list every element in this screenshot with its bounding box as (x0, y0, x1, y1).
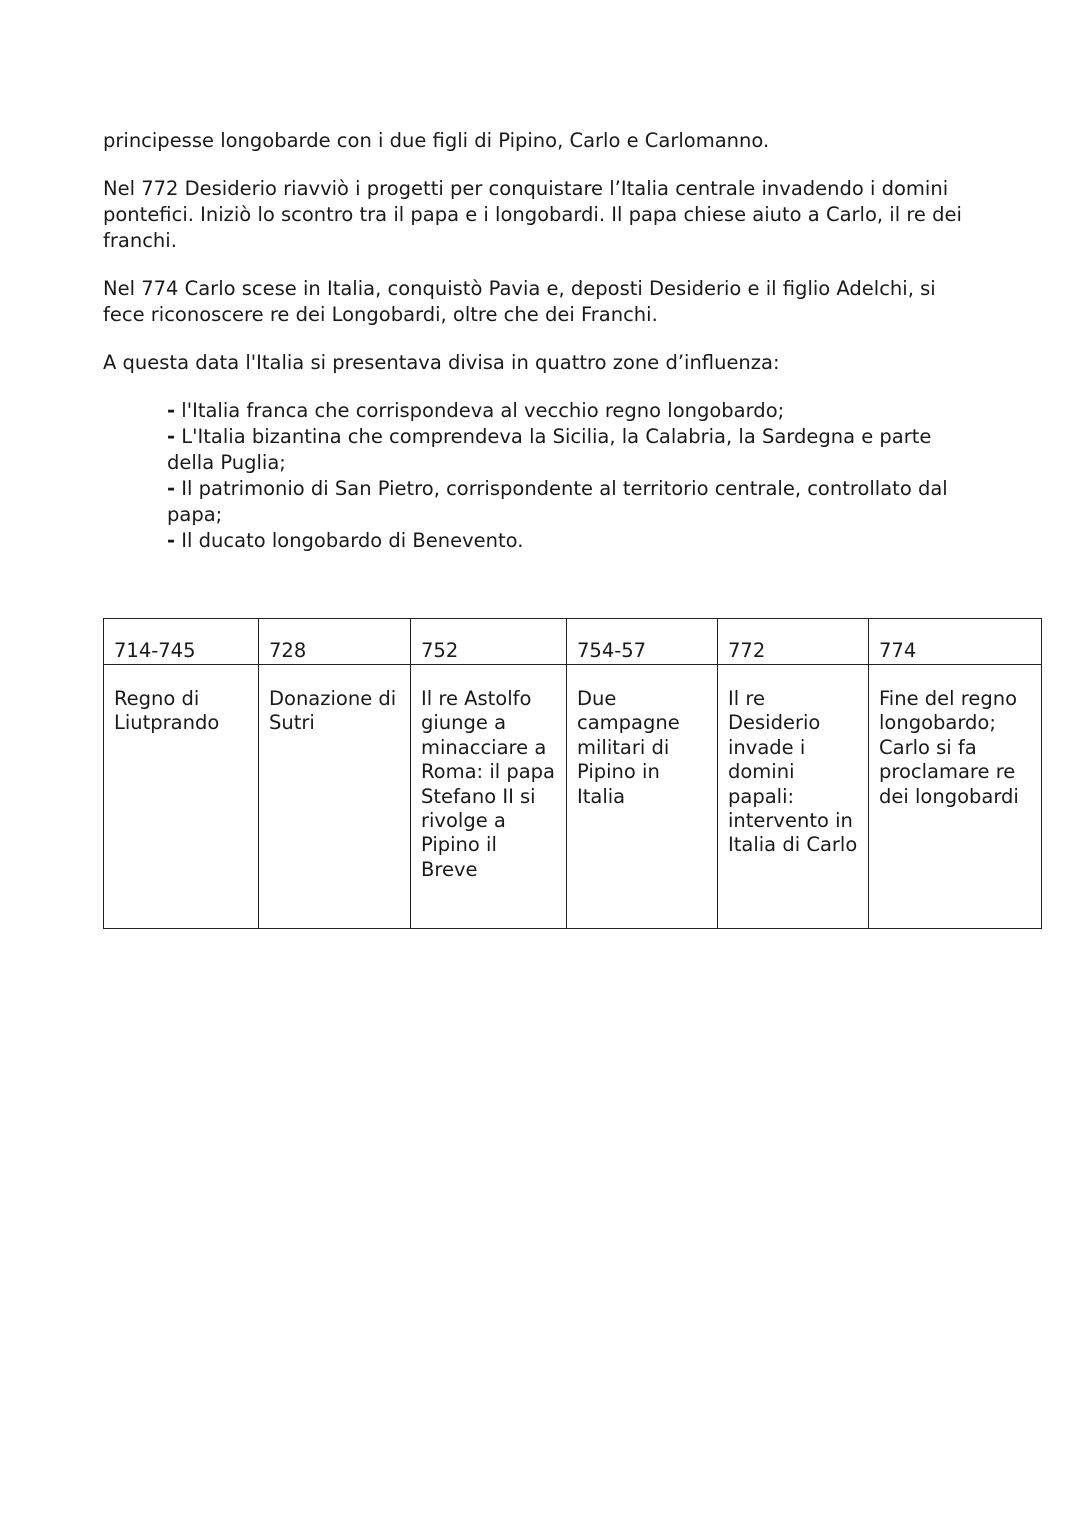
table-cell-date: 754-57 (567, 619, 718, 665)
zone-text: Il patrimonio di San Pietro, corrispondente al territorio centrale, controllato dal papa; (167, 477, 948, 526)
zones-list (167, 398, 977, 554)
table-cell-date: 728 (259, 619, 411, 665)
table-cell-date: 774 (869, 619, 1042, 665)
zone-text: Il ducato longobardo di Benevento. (181, 529, 524, 552)
list-item (167, 528, 977, 554)
table-cell-date: 772 (718, 619, 869, 665)
list-dash: - (167, 399, 176, 422)
table-cell-event: Regno di Liutprando (104, 665, 259, 929)
list-item (167, 424, 977, 476)
paragraph-intro: principesse longobarde con i due figli di Pipino, Carlo e Carlomanno. (103, 129, 770, 152)
table-cell-date: 752 (411, 619, 567, 665)
list-item (167, 398, 977, 424)
list-item (167, 476, 977, 528)
table-cell-event: Due campagne militari di Pipino in Italia (567, 665, 718, 929)
zone-text: l'Italia franca che corrispondeva al vecchio regno longobardo; (181, 399, 785, 422)
table-header-row (104, 619, 1042, 665)
table-cell-date: 714-745 (104, 619, 259, 665)
table-cell-event: Donazione di Sutri (259, 665, 411, 929)
table-cell-event: Il re Desiderio invade i domini papali: intervento in Italia di Carlo (718, 665, 869, 929)
table-row (104, 665, 1042, 929)
timeline-table (103, 618, 1042, 929)
list-dash: - (167, 477, 176, 500)
table-cell-event: Il re Astolfo giunge a minacciare a Roma: il papa Stefano II si rivolge a Pipino il Breve (411, 665, 567, 929)
list-dash: - (167, 425, 176, 448)
paragraph-zones-intro: A questa data l'Italia si presentava divisa in quattro zone d’influenza: (103, 351, 780, 374)
paragraph-772: Nel 772 Desiderio riavviò i progetti per conquistare l’Italia centrale invadendo i domini pontefici. Iniziò lo scontro tra il papa e i longobardi. Il papa chiese aiuto a Carlo, il re dei franchi. (103, 177, 962, 252)
zone-text: L'Italia bizantina che comprendeva la Sicilia, la Calabria, la Sardegna e parte della Puglia; (167, 425, 932, 474)
table-cell-event: Fine del regno longobardo; Carlo si fa proclamare re dei longobardi (869, 665, 1042, 929)
paragraph-774: Nel 774 Carlo scese in Italia, conquistò Pavia e, deposti Desiderio e il figlio Adelchi, si fece riconoscere re dei Longobardi, oltre che dei Franchi. (103, 277, 936, 326)
list-dash: - (167, 529, 176, 552)
